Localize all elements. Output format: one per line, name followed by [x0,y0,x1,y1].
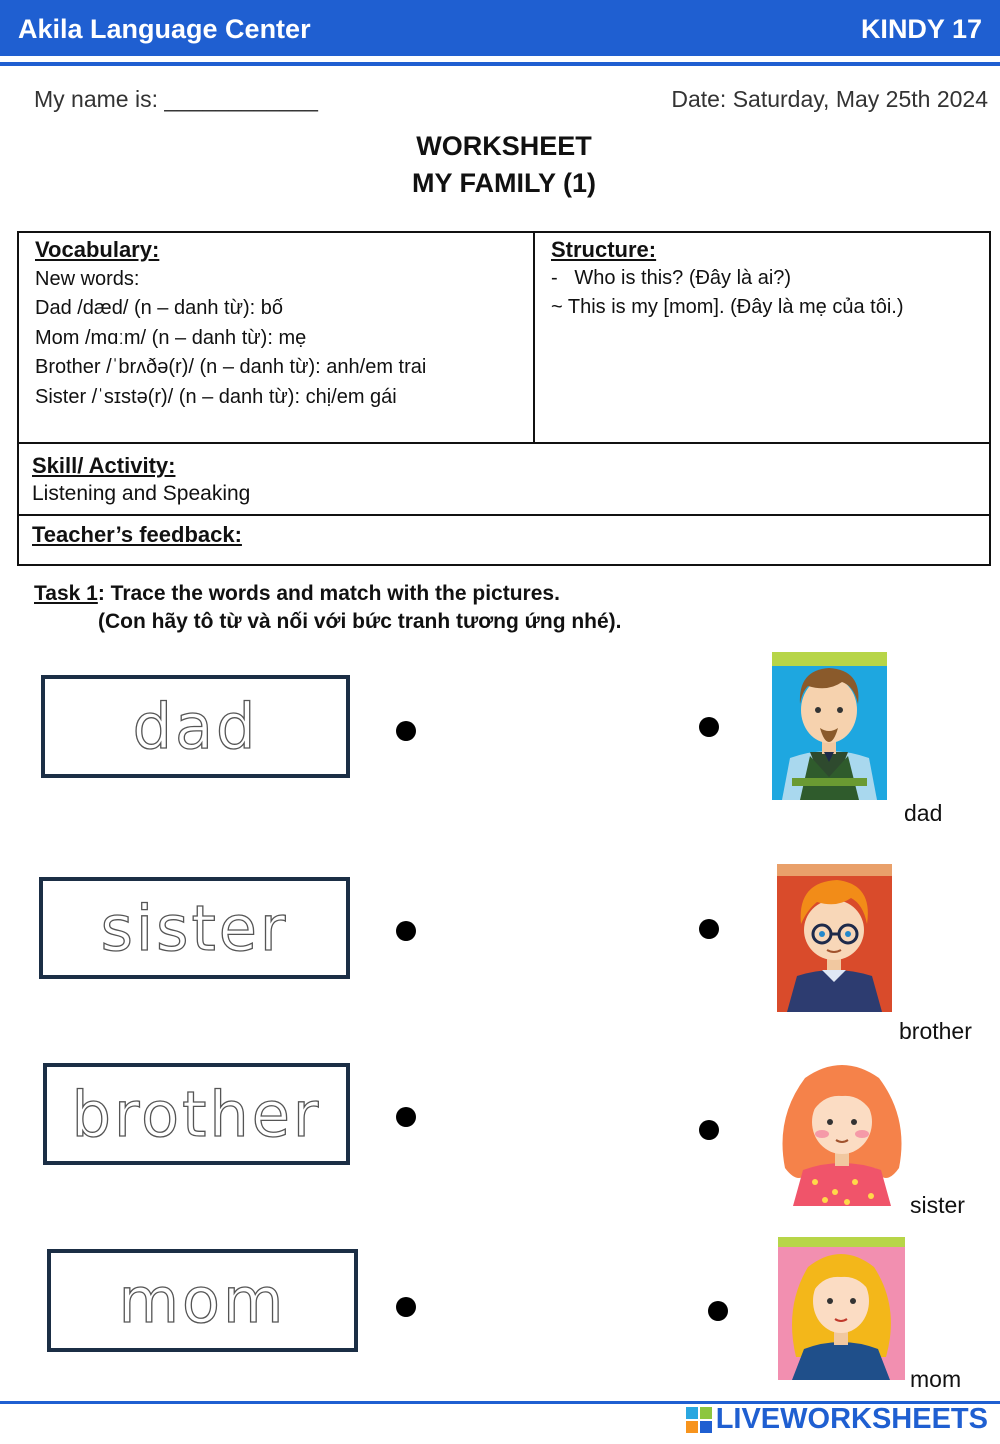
dad-picture [772,652,887,800]
match-dot-right[interactable] [708,1301,728,1321]
picture-caption: brother [899,1018,972,1044]
vocab-line: New words: [35,267,140,290]
skill-cell [32,452,250,508]
worksheet-subtitle: MY FAMILY (1) [411,168,597,198]
class-label: KINDY 17 [860,14,982,44]
match-dot-left[interactable] [396,1107,416,1127]
structure-line: ~ This is my [mom]. (Đây là mẹ của tôi.) [551,296,904,318]
match-dot-right[interactable] [699,717,719,737]
task-text: : Trace the words and match with the pictures. [97,582,560,605]
task-instructions [34,580,622,636]
worksheet-title: WORKSHEET [416,131,592,161]
task-translation: (Con hãy tô từ và nối với bức tranh tương ứng nhé). [98,610,622,633]
match-dot-right[interactable] [699,1120,719,1140]
skill-value: Listening and Speaking [32,482,251,505]
lesson-info-table [17,231,991,566]
vocab-line: Dad /dæd/ (n – danh từ): bố [35,297,283,319]
vocabulary-heading: Vocabulary: [35,237,160,262]
mom-picture [778,1237,905,1380]
row-divider [19,514,989,516]
trace-word: mom [118,1264,287,1337]
vocabulary-cell [35,235,426,412]
structure-cell [551,235,904,322]
sister-picture [775,1058,910,1206]
trace-word: sister [100,891,289,965]
footer-brand[interactable] [686,1403,988,1436]
column-divider [533,233,535,444]
trace-word-box[interactable] [47,1249,358,1352]
structure-heading: Structure: [551,237,657,262]
org-name: Akila Language Center [18,14,311,44]
structure-line: - Who is this? (Đây là ai?) [551,267,792,289]
match-dot-left[interactable] [396,1297,416,1317]
feedback-heading: Teacher’s feedback: [32,522,242,547]
footer-brand-text: LIVEWORKSHEETS [715,1403,988,1435]
vocab-line: Mom /mɑːm/ (n – danh từ): mẹ [35,326,307,349]
trace-word-box[interactable] [41,675,350,778]
header-divider [0,62,1000,66]
vocab-line: Sister /ˈsɪstə(r)/ (n – danh từ): chị/em gái [35,385,397,408]
picture-caption: mom [910,1366,962,1392]
liveworksheets-logo-icon [686,1407,712,1433]
row-divider [19,442,989,444]
picture-caption: dad [904,800,943,826]
match-dot-left[interactable] [396,921,416,941]
trace-word: dad [132,690,259,763]
date-label: Date: Saturday, May 25th 2024 [671,86,988,112]
feedback-cell [32,522,242,548]
skill-heading: Skill/ Activity: [32,453,176,478]
match-dot-left[interactable] [396,721,416,741]
vocab-line: Brother /ˈbrʌðə(r)/ (n – danh từ): anh/em trai [35,356,427,378]
picture-caption: sister [910,1192,965,1218]
match-dot-right[interactable] [699,919,719,939]
trace-word: brother [71,1077,322,1151]
header-bar [0,0,1000,56]
brother-picture [777,864,892,1012]
task-label: Task 1 [34,582,98,605]
student-name-field[interactable]: My name is: ____________ [34,86,318,112]
trace-word-box[interactable] [39,877,350,979]
trace-word-box[interactable] [43,1063,350,1165]
